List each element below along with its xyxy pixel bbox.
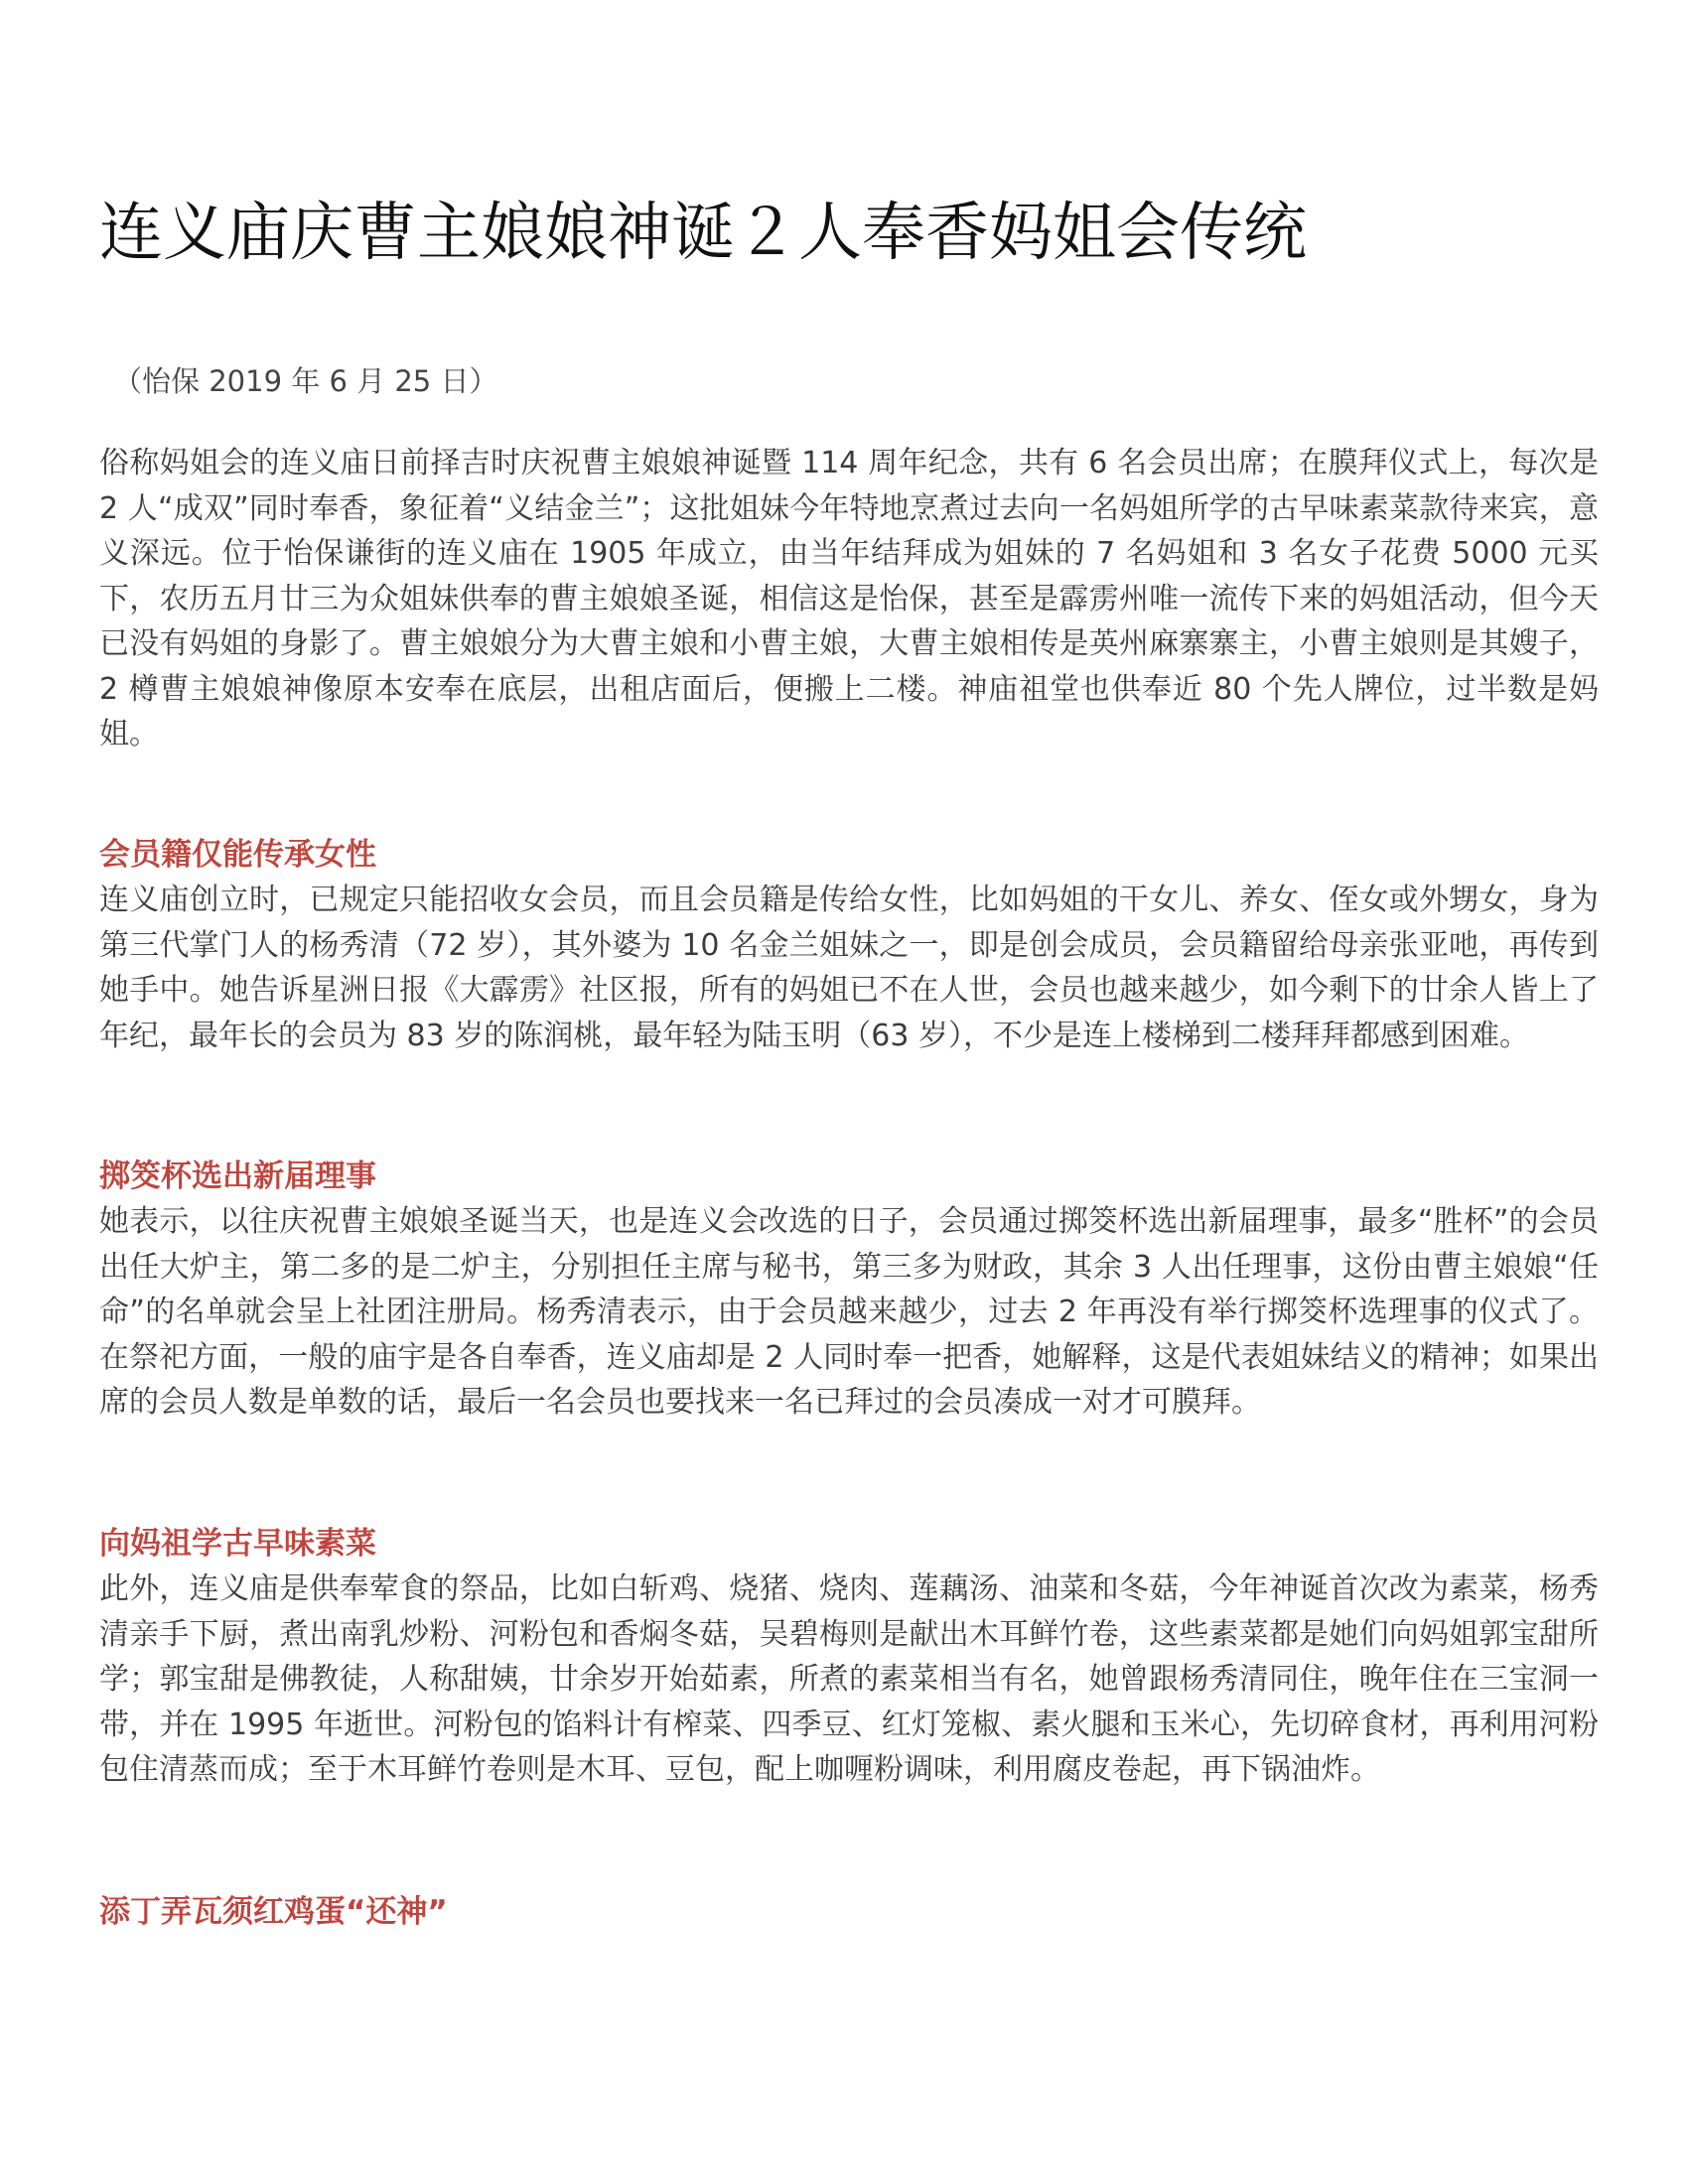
lead-paragraph-block xyxy=(99,441,1599,757)
article-title: 连义庙庆曹主娘娘神诞２人奉香妈姐会传统 xyxy=(99,197,1307,270)
section-2 xyxy=(99,1154,1599,1426)
section-body: 此外，连义庙是供奉荤食的祭品，比如白斩鸡、烧猪、烧肉、莲藕汤、油菜和冬菇，今年神诞首次改为素菜，杨秀清亲手下厨，煮出南乳炒粉、河粉包和香焖冬菇，吴碧梅则是献出木耳鲜竹卷，这些素菜都是她们向妈姐郭宝甜所学；郭宝甜是佛教徒，人称甜姨，廿余岁开始茹素，所煮的素菜相当有名，她曾跟杨秀清同住，晚年住在三宝洞一带，并在 1995 年逝世。河粉包的馅料计有榨菜、四季豆、红灯笼椒、素火腿和玉米心，先切碎食材，再利用河粉包住清蒸而成；至于木耳鲜竹卷则是木耳、豆包，配上咖喱粉调味，利用腐皮卷起，再下锅油炸。 xyxy=(99,1571,1599,1787)
section-1 xyxy=(99,832,1599,1058)
lead-paragraph: 俗称妈姐会的连义庙日前择吉时庆祝曹主娘娘神诞暨 114 周年纪念，共有 6 名会员出席；在膜拜仪式上，每次是 2 人“成双”同时奉香，象征着“义结金兰”；这批姐妹今年特地烹煮过去向一名妈姐所学的古早味素菜款待来宾，意义深远。位于怡保谦街的连义庙在 1905 年成立，由当年结拜成为姐妹的 7 名妈姐和 3 名女子花费 5000 元买下，农历五月廿三为众姐妹供奉的曹主娘娘圣诞，相信这是怡保，甚至是霹雳州唯一流传下来的妈姐活动，但今天已没有妈姐的身影了。曹主娘娘分为大曹主娘和小曹主娘，大曹主娘相传是英州麻寨寨主，小曹主娘则是其嫂子，2 樽曹主娘娘神像原本安奉在底层，出租店面后，便搬上二楼。神庙祖堂也供奉近 80 个先人牌位，过半数是妈姐。 xyxy=(99,446,1599,751)
section-heading: 向妈祖学古早味素菜 xyxy=(99,1526,376,1562)
section-heading: 会员籍仅能传承女性 xyxy=(99,837,376,873)
section-3 xyxy=(99,1521,1599,1793)
section-4 xyxy=(99,1889,1599,1935)
section-body: 连义庙创立时，已规定只能招收女会员，而且会员籍是传给女性，比如妈姐的干女儿、养女、侄女或外甥女，身为第三代掌门人的杨秀清（72 岁），其外婆为 10 名金兰姐妹之一，即是创会成员，会员籍留给母亲张亚吔，再传到她手中。她告诉星洲日报《大霹雳》社区报，所有的妈姐已不在人世，会员也越来越少，如今剩下的廿余人皆上了年纪，最年长的会员为 83 岁的陈润桃，最年轻为陆玉明（63 岁），不少是连上楼梯到二楼拜拜都感到困难。 xyxy=(99,883,1599,1053)
section-body: 她表示，以往庆祝曹主娘娘圣诞当天，也是连义会改选的日子，会员通过掷筊杯选出新届理事，最多“胜杯”的会员出任大炉主，第二多的是二炉主，分别担任主席与秘书，第三多为财政，其余 3 人出任理事，这份由曹主娘娘“任命”的名单就会呈上社团注册局。杨秀清表示，由于会员越来越少，过去 2 年再没有举行掷筊杯选理事的仪式了。在祭祀方面，一般的庙宇是各自奉香，连义庙却是 2 人同时奉一把香，她解释，这是代表姐妹结义的精神；如果出席的会员人数是单数的话，最后一名会员也要找来一名已拜过的会员凑成一对才可膜拜。 xyxy=(99,1204,1599,1420)
section-heading: 掷筊杯选出新届理事 xyxy=(99,1159,376,1194)
section-heading: 添丁弄瓦须红鸡蛋“还神” xyxy=(99,1894,448,1930)
dateline: （怡保 2019 年 6 月 25 日） xyxy=(113,364,498,398)
